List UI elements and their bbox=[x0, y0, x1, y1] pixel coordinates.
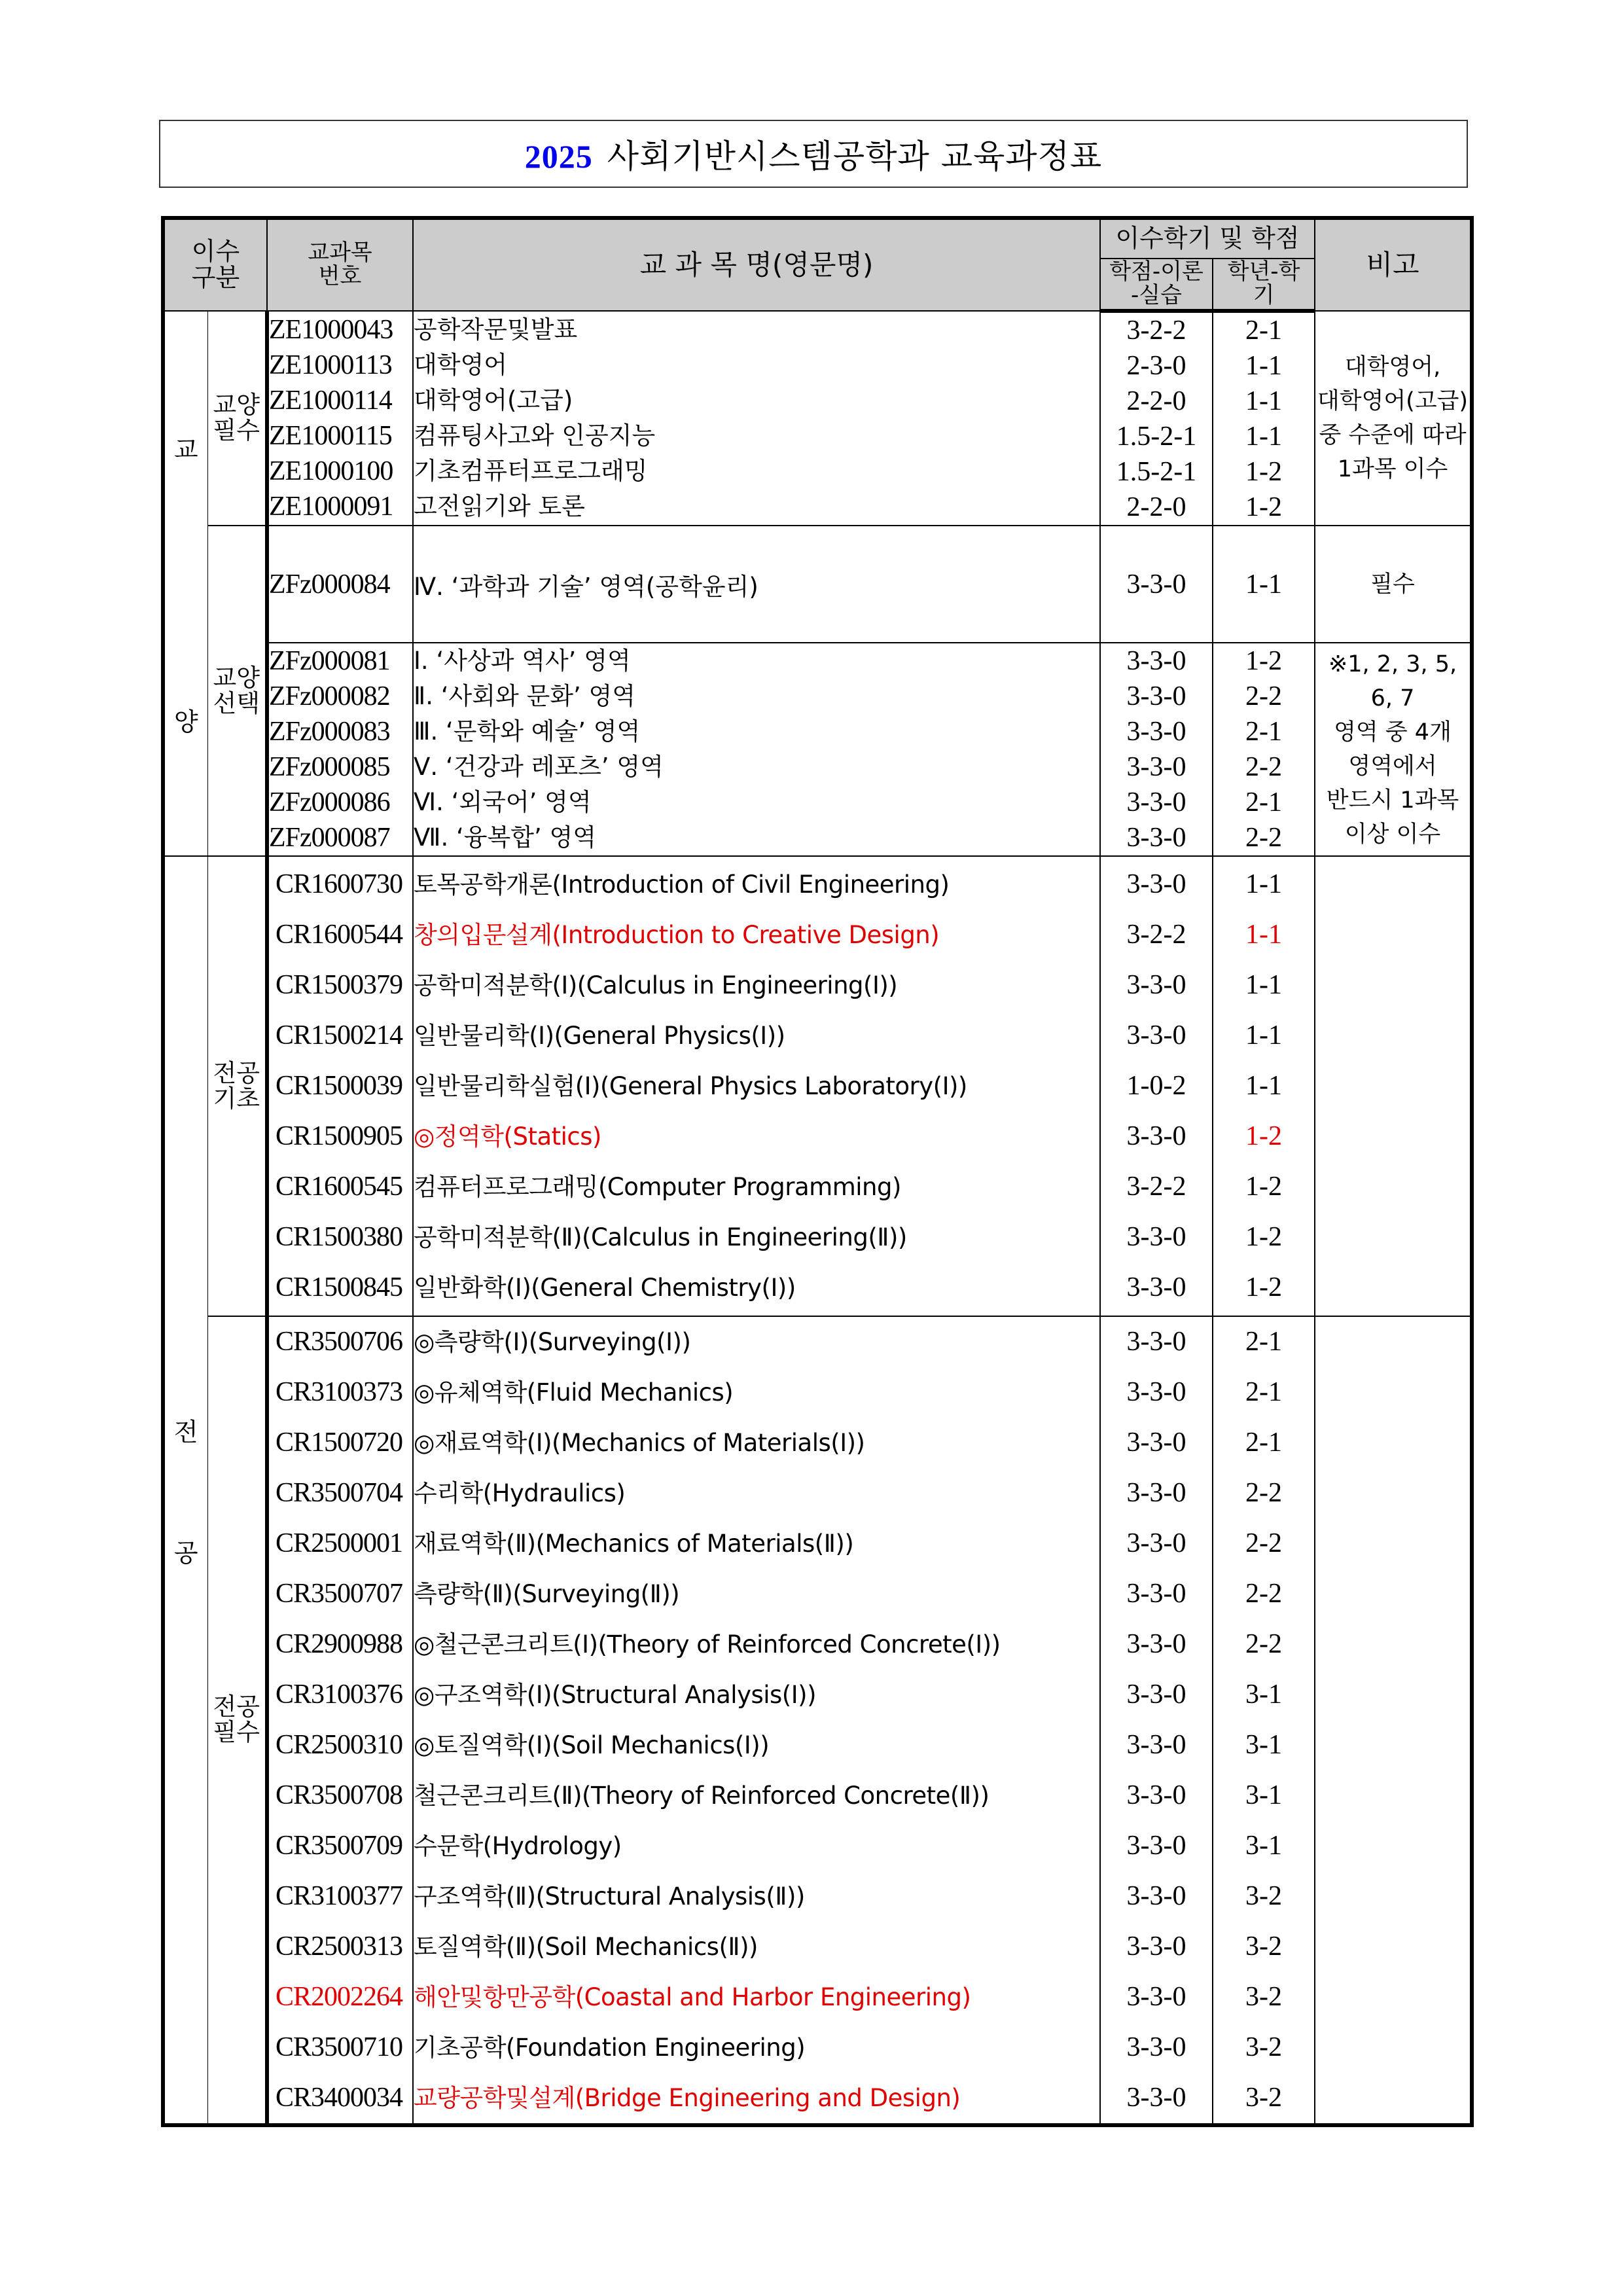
course-name: 공학미적분학(Ⅱ)(Calculus in Engineering(Ⅱ)) bbox=[414, 1223, 907, 1251]
course-name: 대학영어 bbox=[414, 351, 507, 379]
course-credit: 3-3-0 bbox=[1126, 1377, 1186, 1407]
course-code: CR3100377 bbox=[276, 1881, 403, 1911]
course-code: ZE1000115 bbox=[269, 421, 392, 451]
course-name: 컴퓨터프로그래밍(Computer Programming) bbox=[414, 1173, 901, 1201]
course-name: 토질역학(Ⅱ)(Soil Mechanics(Ⅱ)) bbox=[414, 1933, 758, 1961]
course-term: 3-1 bbox=[1245, 1679, 1283, 1710]
course-term: 2-2 bbox=[1245, 681, 1283, 711]
course-credit: 3-3-0 bbox=[1126, 1222, 1186, 1252]
course-term: 3-2 bbox=[1245, 1982, 1283, 2012]
course-name: 일반물리학실험(Ⅰ)(General Physics Laboratory(Ⅰ)) bbox=[414, 1072, 967, 1100]
course-code: CR1500845 bbox=[276, 1272, 403, 1302]
course-code: ZE1000114 bbox=[269, 386, 392, 416]
course-names bbox=[413, 311, 1100, 526]
header-course-no bbox=[267, 218, 413, 311]
course-credit: 3-3-0 bbox=[1126, 1272, 1186, 1302]
page-title bbox=[525, 130, 1102, 177]
course-term: 1-1 bbox=[1245, 1020, 1283, 1050]
course-term: 2-1 bbox=[1245, 717, 1283, 747]
course-names bbox=[413, 643, 1100, 856]
course-credit: 3-3-0 bbox=[1126, 1121, 1186, 1151]
course-credit: 3-3-0 bbox=[1126, 1780, 1186, 1810]
course-name: ◎재료역학(Ⅰ)(Mechanics of Materials(Ⅰ)) bbox=[414, 1429, 865, 1457]
course-name: 교량공학및설계(Bridge Engineering and Design) bbox=[414, 2084, 961, 2112]
course-term: 2-2 bbox=[1245, 1629, 1283, 1659]
course-credit: 3-3-0 bbox=[1126, 1730, 1186, 1760]
course-term: 1-1 bbox=[1245, 920, 1283, 950]
course-term: 2-2 bbox=[1245, 823, 1283, 853]
course-term: 2-2 bbox=[1245, 1528, 1283, 1558]
course-code: CR2500001 bbox=[276, 1528, 403, 1558]
remark-required: 필수 bbox=[1315, 526, 1472, 643]
course-term: 2-1 bbox=[1245, 787, 1283, 817]
course-credit: 3-3-0 bbox=[1126, 1528, 1186, 1558]
remark-major-required bbox=[1315, 1316, 1472, 2125]
course-name: 구조역학(Ⅱ)(Structural Analysis(Ⅱ)) bbox=[414, 1882, 805, 1910]
course-credit: 3-3-0 bbox=[1126, 1931, 1186, 1962]
course-name: Ⅳ. ‘과학과 기술’ 영역(공학윤리) bbox=[413, 526, 1100, 643]
course-code: CR2002264 bbox=[276, 1982, 403, 2012]
course-name: 창의입문설계(Introduction to Creative Design) bbox=[414, 921, 940, 949]
course-credit: 3-3-0 bbox=[1126, 717, 1186, 747]
section-label-major bbox=[163, 856, 207, 2125]
subsection-label-general-elective bbox=[207, 526, 267, 856]
course-names bbox=[413, 1316, 1100, 2125]
course-credits bbox=[1100, 311, 1213, 526]
course-credit: 3-2-2 bbox=[1126, 1172, 1186, 1202]
remark-general-elective bbox=[1315, 643, 1472, 856]
course-term: 2-1 bbox=[1245, 1377, 1283, 1407]
course-term: 1-1 bbox=[1245, 386, 1283, 416]
course-name: Ⅰ. ‘사상과 역사’ 영역 bbox=[414, 647, 631, 675]
course-credit: 3-3-0 bbox=[1126, 2032, 1186, 2062]
course-credit: 1.5-2-1 bbox=[1116, 457, 1197, 487]
course-codes bbox=[267, 856, 413, 1316]
multiline-text: 학년-학 기 bbox=[1227, 259, 1300, 308]
course-credit: 3-3-0 bbox=[1126, 1679, 1186, 1710]
title-name: 사회기반시스템공학과 교육과정표 bbox=[607, 137, 1103, 175]
course-term: 1-2 bbox=[1245, 1121, 1283, 1151]
course-credit: 3-3-0 bbox=[1126, 787, 1186, 817]
course-term: 1-1 bbox=[1245, 869, 1283, 899]
course-credits bbox=[1100, 643, 1213, 856]
course-credit: 3-3-0 bbox=[1126, 823, 1186, 853]
course-code: ZE1000113 bbox=[269, 350, 392, 380]
course-code: CR3100376 bbox=[276, 1679, 403, 1710]
course-code: CR1600730 bbox=[276, 869, 403, 899]
curriculum-table bbox=[161, 216, 1474, 2127]
course-name: 기초공학(Foundation Engineering) bbox=[414, 2034, 806, 2062]
course-name: 수문학(Hydrology) bbox=[414, 1832, 622, 1860]
course-term: 2-1 bbox=[1245, 1327, 1283, 1357]
course-term: 2-1 bbox=[1245, 315, 1283, 346]
course-name: ◎정역학(Statics) bbox=[414, 1122, 601, 1151]
section-label-general bbox=[163, 311, 207, 856]
course-term: 1-1 bbox=[1245, 422, 1283, 452]
course-name: 대학영어(고급) bbox=[414, 386, 573, 414]
course-name: 일반화학(Ⅰ)(General Chemistry(Ⅰ)) bbox=[414, 1274, 796, 1302]
course-credit: 3-3-0 bbox=[1126, 1020, 1186, 1050]
course-code: CR1500720 bbox=[276, 1427, 403, 1458]
section-label-general-bottom: 양 bbox=[173, 707, 198, 736]
course-credit: 3-3-0 bbox=[1126, 1579, 1186, 1609]
course-code: ZFz000082 bbox=[269, 681, 390, 711]
remark-major-basic bbox=[1315, 856, 1472, 1316]
course-credits bbox=[1100, 856, 1213, 1316]
course-credit: 3-3-0 bbox=[1126, 1629, 1186, 1659]
course-code: CR1500214 bbox=[276, 1020, 403, 1050]
course-terms bbox=[1213, 311, 1315, 526]
course-name: Ⅲ. ‘문학와 예술’ 영역 bbox=[414, 717, 641, 745]
course-term: 1-1 bbox=[1213, 526, 1315, 643]
course-credit: 3-3-0 bbox=[1126, 1478, 1186, 1508]
subsection-label-general-required bbox=[207, 311, 267, 526]
course-name: ◎측량학(Ⅰ)(Surveying(Ⅰ)) bbox=[414, 1328, 691, 1356]
course-name: Ⅱ. ‘사회와 문화’ 영역 bbox=[414, 682, 635, 710]
course-code: CR3500709 bbox=[276, 1831, 403, 1861]
header-course-name: 교 과 목 명(영문명) bbox=[413, 218, 1100, 311]
course-credit: 3-2-2 bbox=[1126, 920, 1186, 950]
course-name: 공학미적분학(Ⅰ)(Calculus in Engineering(Ⅰ)) bbox=[414, 971, 898, 999]
header-category bbox=[163, 218, 267, 311]
course-code: CR3100373 bbox=[276, 1377, 403, 1407]
multiline-text: 이수 구분 bbox=[191, 237, 240, 292]
course-code: ZFz000084 bbox=[267, 526, 413, 643]
course-code: ZE1000091 bbox=[269, 492, 393, 522]
course-name: 컴퓨팅사고와 인공지능 bbox=[414, 422, 656, 450]
course-code: ZFz000087 bbox=[269, 823, 390, 853]
course-credit: 1-0-2 bbox=[1126, 1071, 1186, 1101]
course-credit: 3-3-0 bbox=[1100, 526, 1213, 643]
course-codes bbox=[267, 643, 413, 856]
course-name: 재료역학(Ⅱ)(Mechanics of Materials(Ⅱ)) bbox=[414, 1530, 854, 1558]
course-code: CR1500379 bbox=[276, 970, 403, 1000]
course-credit: 3-3-0 bbox=[1126, 646, 1186, 676]
course-code: ZFz000083 bbox=[269, 717, 390, 747]
course-terms bbox=[1213, 856, 1315, 1316]
course-code: CR3500704 bbox=[276, 1478, 403, 1508]
group-major-basic bbox=[163, 856, 1472, 1316]
course-credit: 3-3-0 bbox=[1126, 970, 1186, 1000]
course-term: 2-1 bbox=[1245, 1427, 1283, 1458]
header-credits bbox=[1100, 259, 1213, 311]
subsection-label-major-basic bbox=[207, 856, 267, 1316]
course-name: 일반물리학(Ⅰ)(General Physics(Ⅰ)) bbox=[414, 1022, 785, 1050]
group-major-required bbox=[163, 1316, 1472, 2125]
course-term: 1-1 bbox=[1245, 351, 1283, 381]
title-box bbox=[159, 120, 1468, 188]
course-term: 1-2 bbox=[1245, 646, 1283, 676]
course-terms bbox=[1213, 1316, 1315, 2125]
multiline-text: 교양 선택 bbox=[213, 663, 260, 717]
course-term: 1-2 bbox=[1245, 1172, 1283, 1202]
header-semester-credit: 이수학기 및 학점 bbox=[1100, 218, 1315, 259]
course-name: ◎철근콘크리트(Ⅰ)(Theory of Reinforced Concrete(Ⅰ)) bbox=[414, 1630, 1001, 1659]
course-code: CR1600545 bbox=[276, 1172, 403, 1202]
course-credit: 2-2-0 bbox=[1126, 492, 1186, 522]
course-term: 3-1 bbox=[1245, 1730, 1283, 1760]
course-term: 3-2 bbox=[1245, 1931, 1283, 1962]
course-term: 1-2 bbox=[1245, 1222, 1283, 1252]
course-name: Ⅵ. ‘외국어’ 영역 bbox=[414, 788, 592, 816]
course-name: 철근콘크리트(Ⅱ)(Theory of Reinforced Concrete(Ⅱ)) bbox=[414, 1782, 990, 1810]
course-name: 기초컴퓨터프로그래밍 bbox=[414, 457, 648, 485]
multiline-text: 전공 필수 bbox=[213, 1693, 260, 1746]
course-term: 3-1 bbox=[1245, 1831, 1283, 1861]
group-general-elective bbox=[163, 643, 1472, 856]
course-name: 수리학(Hydraulics) bbox=[414, 1479, 626, 1507]
course-term: 3-2 bbox=[1245, 1881, 1283, 1911]
section-label-major-bottom: 공 bbox=[173, 1538, 198, 1568]
course-code: CR2500313 bbox=[276, 1931, 403, 1962]
course-codes bbox=[267, 1316, 413, 2125]
course-credit: 3-3-0 bbox=[1126, 1427, 1186, 1458]
course-credit: 3-3-0 bbox=[1126, 1327, 1186, 1357]
course-term: 1-2 bbox=[1245, 492, 1283, 522]
course-term: 1-1 bbox=[1245, 1071, 1283, 1101]
multiline-text: ※1, 2, 3, 5, 6, 7 영역 중 4개 영역에서 반드시 1과목 이상 이수 bbox=[1326, 651, 1459, 848]
course-code: CR3500710 bbox=[276, 2032, 403, 2062]
course-name: 측량학(Ⅱ)(Surveying(Ⅱ)) bbox=[414, 1580, 680, 1608]
course-code: CR1600544 bbox=[276, 920, 403, 950]
course-code: CR1500380 bbox=[276, 1222, 403, 1252]
course-code: CR3500706 bbox=[276, 1327, 403, 1357]
course-code: CR1500039 bbox=[276, 1071, 403, 1101]
course-name: ◎유체역학(Fluid Mechanics) bbox=[414, 1378, 734, 1407]
section-label-major-top: 전 bbox=[173, 1417, 198, 1446]
course-code: ZFz000081 bbox=[269, 646, 390, 676]
multiline-text: 교과목 번호 bbox=[308, 240, 372, 289]
title-year: 2025 bbox=[524, 138, 593, 175]
course-code: CR2900988 bbox=[276, 1629, 403, 1659]
table-body bbox=[163, 311, 1472, 2125]
course-name: Ⅶ. ‘융복합’ 영역 bbox=[414, 823, 596, 852]
course-credit: 3-3-0 bbox=[1126, 681, 1186, 711]
course-credit: 3-3-0 bbox=[1126, 1831, 1186, 1861]
course-term: 1-2 bbox=[1245, 457, 1283, 487]
course-codes bbox=[267, 311, 413, 526]
section-label-general-top: 교 bbox=[173, 435, 198, 465]
course-term: 3-1 bbox=[1245, 1780, 1283, 1810]
multiline-text: 대학영어, 대학영어(고급) 중 수준에 따라 1과목 이수 bbox=[1317, 354, 1469, 482]
course-term: 3-2 bbox=[1245, 2083, 1283, 2113]
course-credit: 3-3-0 bbox=[1126, 752, 1186, 782]
course-code: CR1500905 bbox=[276, 1121, 403, 1151]
course-name: 고전읽기와 토론 bbox=[414, 492, 585, 520]
header-remarks: 비고 bbox=[1315, 218, 1472, 311]
course-term: 1-1 bbox=[1245, 970, 1283, 1000]
course-code: CR3500707 bbox=[276, 1579, 403, 1609]
multiline-text: 학점-이론 -실습 bbox=[1109, 259, 1204, 308]
subsection-label-major-required bbox=[207, 1316, 267, 2125]
course-code: CR3500708 bbox=[276, 1780, 403, 1810]
course-credit: 3-3-0 bbox=[1126, 1982, 1186, 2012]
course-credit: 1.5-2-1 bbox=[1116, 422, 1197, 452]
course-code: ZE1000043 bbox=[269, 315, 393, 345]
table-row bbox=[163, 526, 1472, 643]
course-term: 1-2 bbox=[1245, 1272, 1283, 1302]
course-name: Ⅴ. ‘건강과 레포츠’ 영역 bbox=[414, 753, 664, 781]
course-code: ZFz000086 bbox=[269, 787, 390, 817]
course-code: ZFz000085 bbox=[269, 752, 390, 782]
course-term: 2-2 bbox=[1245, 1579, 1283, 1609]
course-term: 2-2 bbox=[1245, 1478, 1283, 1508]
course-terms bbox=[1213, 643, 1315, 856]
header-year-sem bbox=[1213, 259, 1315, 311]
group-general-required bbox=[163, 311, 1472, 526]
course-name: 공학작문및발표 bbox=[414, 315, 578, 344]
course-credits bbox=[1100, 1316, 1213, 2125]
course-credit: 2-2-0 bbox=[1126, 386, 1186, 416]
course-names bbox=[413, 856, 1100, 1316]
course-code: CR2500310 bbox=[276, 1730, 403, 1760]
course-credit: 3-3-0 bbox=[1126, 1881, 1186, 1911]
course-code: ZE1000100 bbox=[269, 456, 393, 486]
course-name: ◎구조역학(Ⅰ)(Structural Analysis(Ⅰ)) bbox=[414, 1681, 817, 1709]
course-term: 3-2 bbox=[1245, 2032, 1283, 2062]
course-credit: 3-3-0 bbox=[1126, 2083, 1186, 2113]
course-credit: 3-2-2 bbox=[1126, 315, 1186, 346]
course-credit: 3-3-0 bbox=[1126, 869, 1186, 899]
course-code: CR3400034 bbox=[276, 2083, 403, 2113]
course-name: 해안및항만공학(Coastal and Harbor Engineering) bbox=[414, 1983, 971, 2011]
course-name: 토목공학개론(Introduction of Civil Engineering) bbox=[414, 870, 950, 899]
multiline-text: 교양 필수 bbox=[213, 391, 260, 444]
multiline-text: 전공 기초 bbox=[213, 1058, 260, 1113]
remark-general-required bbox=[1315, 311, 1472, 526]
course-name: ◎토질역학(Ⅰ)(Soil Mechanics(Ⅰ)) bbox=[414, 1731, 770, 1759]
course-credit: 2-3-0 bbox=[1126, 351, 1186, 381]
course-term: 2-2 bbox=[1245, 752, 1283, 782]
